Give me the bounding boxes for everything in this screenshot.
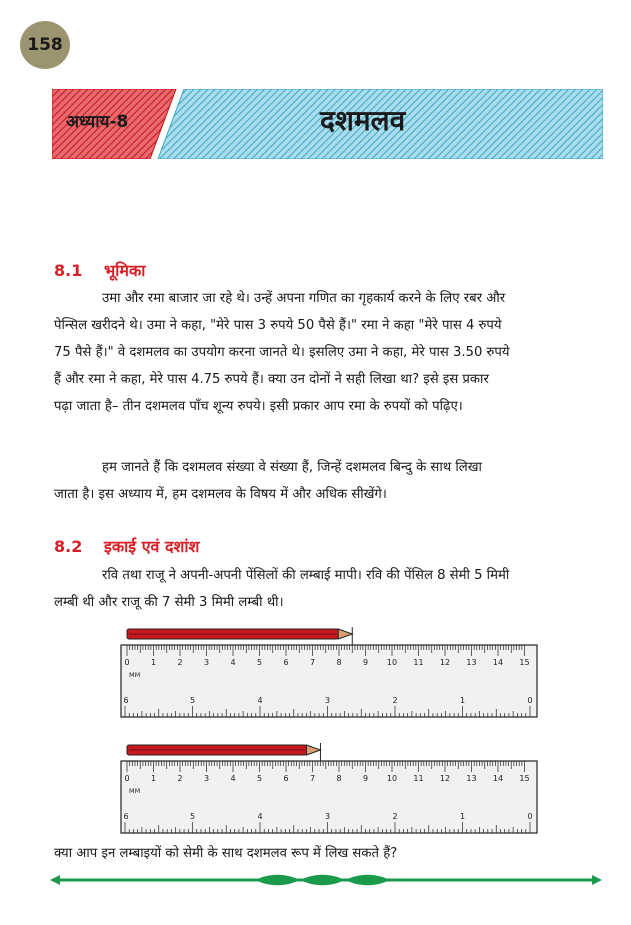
text-line: उमा और रमा बाजार जा रहे थे। उन्हें अपना गणित का गृहकार्य करने के लिए रबर और: [102, 291, 506, 306]
cm-tick-label: 3: [203, 774, 210, 783]
cm-tick-label: 2: [177, 774, 183, 783]
cm-tick-label: 3: [203, 658, 210, 667]
text-line: रवि तथा राजू ने अपनी-अपनी पेंसिलों की लम्बाई मापी। रवि की पेंसिल 8 सेमी 5 मिमी: [102, 568, 510, 583]
cm-tick-label: 7: [309, 658, 316, 667]
cm-tick-label: 11: [413, 774, 424, 783]
text-line: हैं और रमा ने कहा, मेरे पास 4.75 रुपये हैं। क्या उन दोनों ने सही लिखा था? इसे इस प्रकार: [54, 372, 489, 387]
cm-tick-label: 6: [283, 658, 289, 667]
cm-tick-label: 7: [309, 774, 316, 783]
cm-tick-label: 15: [519, 774, 530, 783]
question-text: क्या आप इन लम्बाइयों को सेमी के साथ दशमलव रूप में लिख सकते हैं?: [54, 846, 398, 861]
cm-tick-label: 11: [413, 658, 424, 667]
inch-tick-label: 1: [459, 812, 466, 821]
page-number-badge: 158: [20, 21, 70, 69]
text-line: पेन्सिल खरीदने थे। उमा ने कहा, "मेरे पास 3 रुपये 50 पैसे हैं।" रमा ने कहा "मेरे पास 4 रुपये: [54, 318, 502, 333]
section-title: इकाई एवं दशांश: [104, 537, 200, 556]
inch-tick-label: 3: [324, 812, 331, 821]
section-heading-units-tenths: [54, 535, 199, 557]
cm-tick-label: 0: [124, 658, 130, 667]
inch-tick-label: 2: [392, 696, 398, 705]
ruler-figure-ravi: [119, 625, 539, 720]
cm-tick-label: 1: [150, 774, 157, 783]
unit-label: MM: [129, 671, 141, 679]
cm-tick-label: 1: [150, 658, 157, 667]
section-heading-intro: [54, 259, 145, 281]
cm-tick-label: 4: [230, 658, 236, 667]
chapter-banner: [52, 89, 603, 159]
ruler-body: [121, 645, 537, 717]
cm-tick-label: 13: [466, 658, 477, 667]
chapter-label: अध्याय-8: [66, 112, 129, 132]
inch-tick-label: 2: [392, 812, 398, 821]
inch-tick-label: 1: [459, 696, 466, 705]
inch-tick-label: 4: [257, 696, 263, 705]
cm-tick-label: 14: [492, 774, 504, 783]
cm-tick-label: 9: [362, 658, 369, 667]
section-number: 8.1: [54, 261, 83, 280]
intro-paragraph-1: [54, 285, 599, 420]
text-line: लम्बी थी और राजू की 7 सेमी 3 मिमी लम्बी थी।: [54, 595, 284, 610]
cm-tick-label: 0: [124, 774, 130, 783]
unit-label: MM: [129, 787, 141, 795]
cm-tick-label: 12: [439, 658, 451, 667]
ruler-figure-raju: [119, 741, 539, 836]
cm-tick-label: 10: [386, 658, 398, 667]
cm-tick-label: 13: [466, 774, 477, 783]
cm-tick-label: 14: [492, 658, 504, 667]
inch-tick-label: 6: [123, 812, 129, 821]
cm-tick-label: 9: [362, 774, 369, 783]
cm-tick-label: 15: [519, 658, 530, 667]
inch-tick-label: 0: [527, 812, 533, 821]
cm-tick-label: 6: [283, 774, 289, 783]
pencil-tip: [338, 629, 352, 639]
inch-tick-label: 5: [189, 812, 196, 821]
cm-tick-label: 10: [386, 774, 398, 783]
cm-tick-label: 5: [256, 658, 263, 667]
ruler-with-pencil: [119, 741, 539, 836]
section-title: भूमिका: [104, 261, 146, 280]
text-line: पढ़ा जाता है– तीन दशमलव पाँच शून्य रुपये। इसी प्रकार आप रमा के रुपयों को पढ़िए।: [54, 399, 463, 414]
green-divider-ornament: [50, 870, 602, 890]
text-line: 75 पैसे हैं।" वे दशमलव का उपयोग करना जानते थे। इसलिए उमा ने कहा, मेरे पास 3.50 रुपये: [54, 345, 510, 360]
units-paragraph: [54, 562, 599, 616]
cm-tick-label: 5: [256, 774, 263, 783]
inch-tick-label: 4: [257, 812, 263, 821]
ruler-body: [121, 761, 537, 833]
cm-tick-label: 4: [230, 774, 236, 783]
chapter-title: दशमलव: [320, 104, 406, 137]
inch-tick-label: 6: [123, 696, 129, 705]
inch-tick-label: 3: [324, 696, 331, 705]
cm-tick-label: 8: [336, 774, 342, 783]
section-number: 8.2: [54, 537, 83, 556]
intro-paragraph-2: [54, 454, 599, 508]
inch-tick-label: 0: [527, 696, 533, 705]
cm-tick-label: 2: [177, 658, 183, 667]
text-line: हम जानते हैं कि दशमलव संख्या वे संख्या हैं, जिन्हें दशमलव बिन्दु के साथ लिखा: [102, 460, 482, 475]
cm-tick-label: 12: [439, 774, 451, 783]
text-line: जाता है। इस अध्याय में, हम दशमलव के विषय में और अधिक सीखेंगे।: [54, 487, 387, 502]
ruler-with-pencil: [119, 625, 539, 720]
pencil-tip: [306, 745, 320, 755]
cm-tick-label: 8: [336, 658, 342, 667]
inch-tick-label: 5: [189, 696, 196, 705]
